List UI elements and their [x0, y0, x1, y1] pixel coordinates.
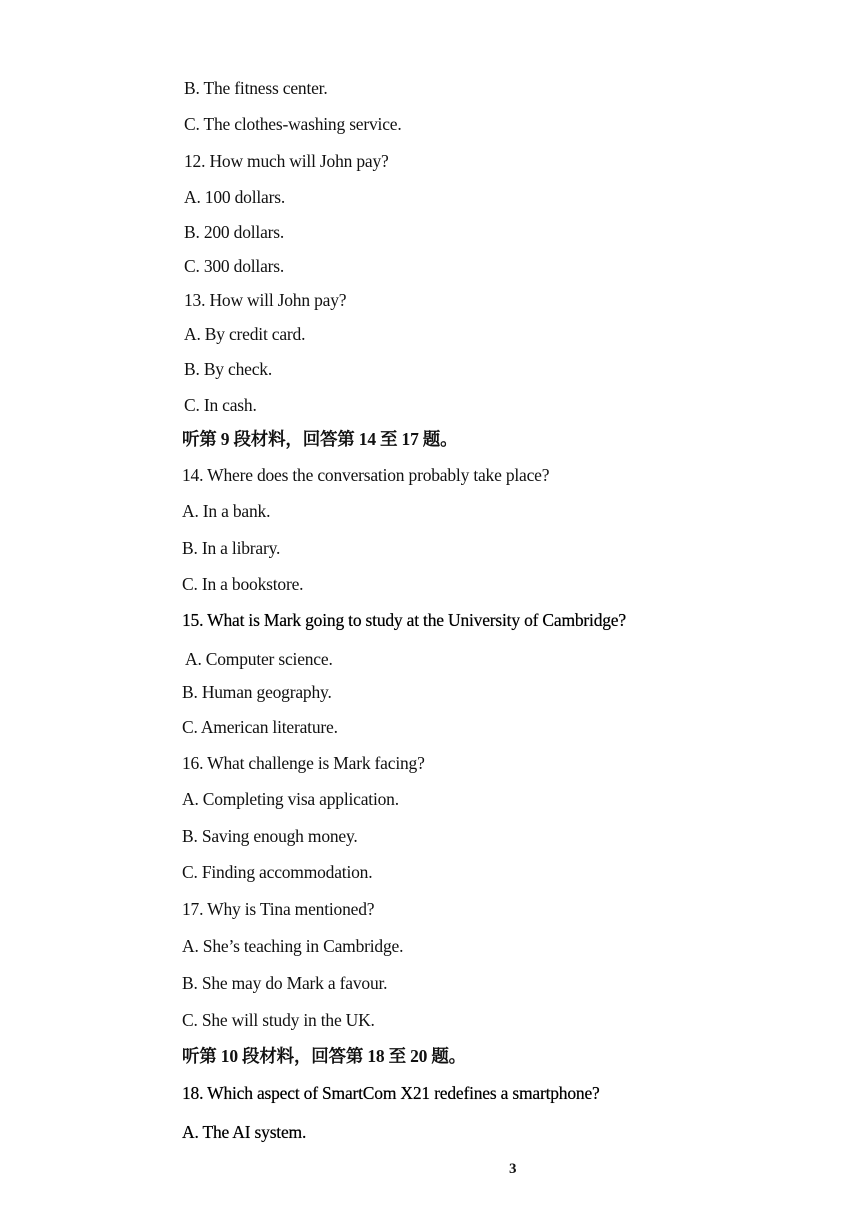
page-number: 3	[509, 1161, 517, 1177]
question-18: 18. Which aspect of SmartCom X21 redefines a smartphone?	[182, 1083, 600, 1103]
question-14: 14. Where does the conversation probably take place?	[182, 465, 550, 485]
question-17: 17. Why is Tina mentioned?	[182, 899, 375, 919]
option-15-a: A. Computer science.	[185, 649, 333, 669]
option-18-a: A. The AI system.	[182, 1122, 307, 1142]
question-15: 15. What is Mark going to study at the University of Cambridge?	[182, 610, 626, 630]
option-12-a: A. 100 dollars.	[184, 187, 286, 207]
option-11-b: B. The fitness center.	[184, 78, 328, 98]
section-instruction-10: 听第 10 段材料，回答第 18 至 20 题。	[182, 1046, 466, 1066]
option-13-b: B. By check.	[184, 359, 272, 379]
option-17-a: A. She’s teaching in Cambridge.	[182, 936, 404, 956]
option-14-c: C. In a bookstore.	[182, 574, 304, 594]
option-16-c: C. Finding accommodation.	[182, 862, 373, 882]
question-16: 16. What challenge is Mark facing?	[182, 753, 425, 773]
question-12: 12. How much will John pay?	[184, 151, 389, 171]
option-14-b: B. In a library.	[182, 538, 281, 558]
option-12-b: B. 200 dollars.	[184, 222, 285, 242]
option-15-b: B. Human geography.	[182, 682, 332, 702]
option-16-a: A. Completing visa application.	[182, 789, 399, 809]
question-13: 13. How will John pay?	[184, 290, 347, 310]
option-17-c: C. She will study in the UK.	[182, 1010, 375, 1030]
option-12-c: C. 300 dollars.	[184, 256, 285, 276]
option-13-a: A. By credit card.	[184, 324, 306, 344]
option-16-b: B. Saving enough money.	[182, 826, 358, 846]
section-instruction-9: 听第 9 段材料，回答第 14 至 17 题。	[182, 429, 458, 449]
option-14-a: A. In a bank.	[182, 501, 271, 521]
option-17-b: B. She may do Mark a favour.	[182, 973, 388, 993]
option-11-c: C. The clothes-washing service.	[184, 114, 402, 134]
option-15-c: C. American literature.	[182, 717, 338, 737]
option-13-c: C. In cash.	[184, 395, 257, 415]
